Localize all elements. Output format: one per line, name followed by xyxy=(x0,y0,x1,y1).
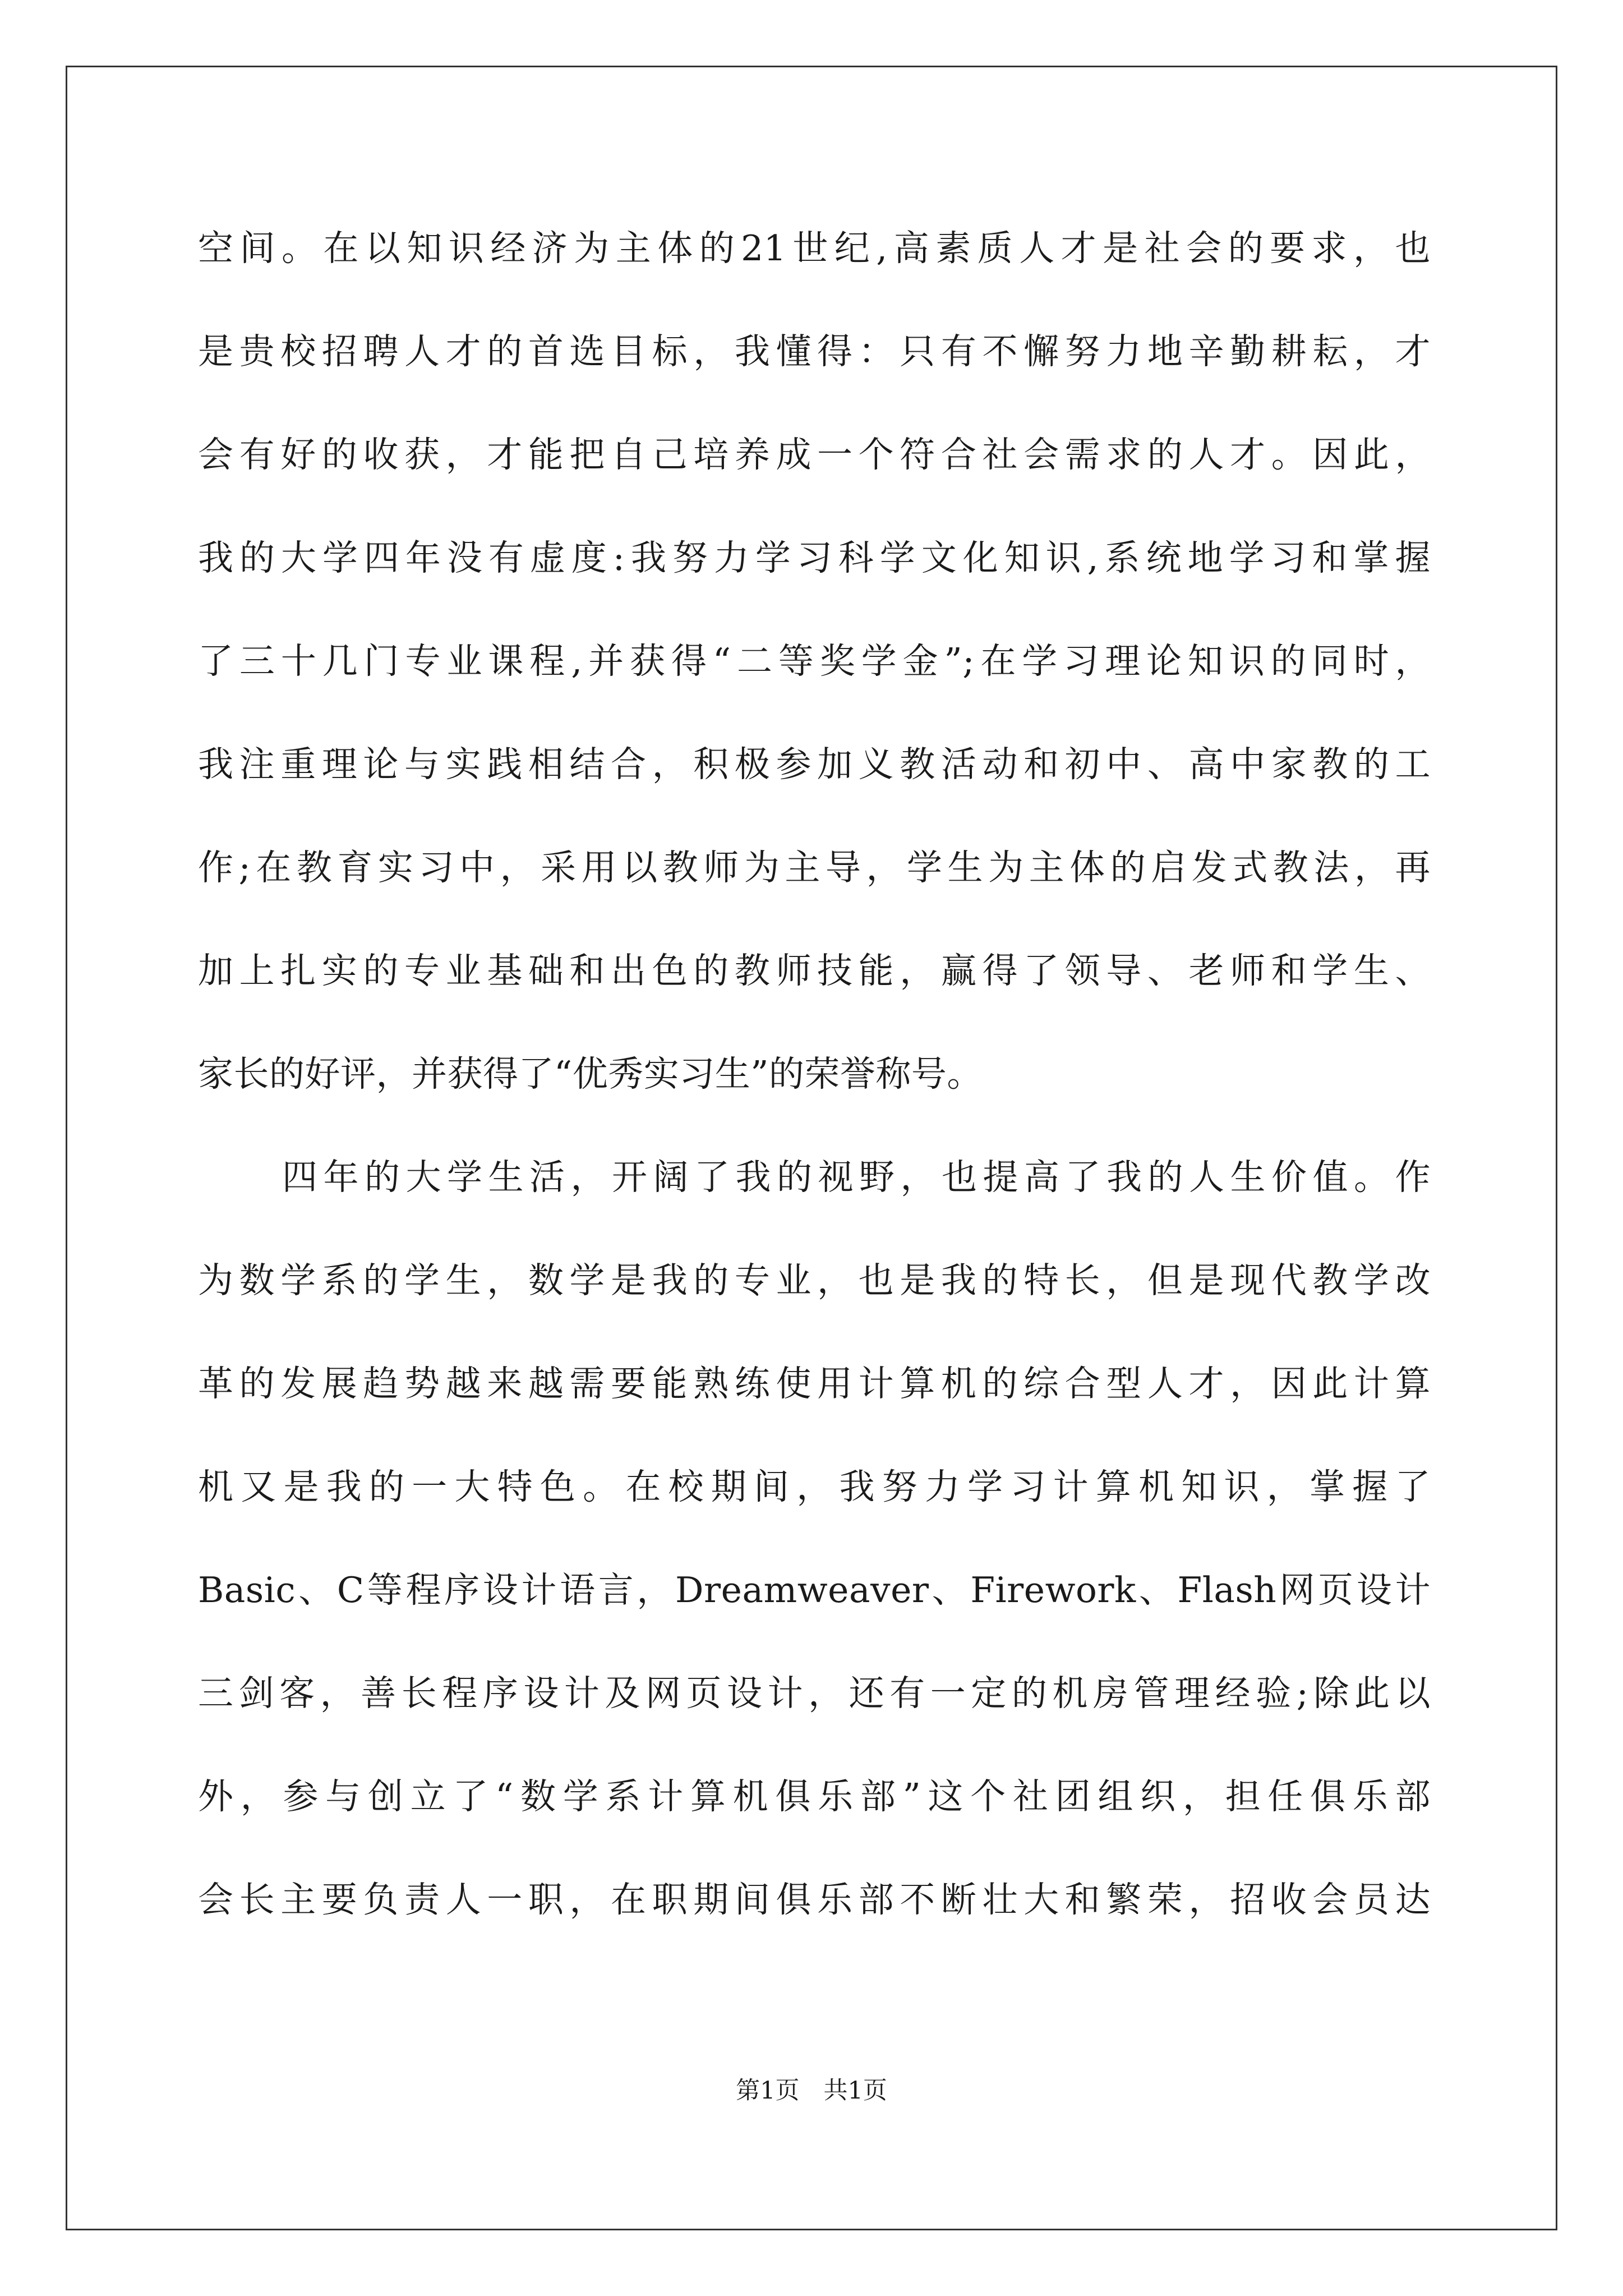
text-line: 空间。在以知识经济为主体的21世纪,高素质人才是社会的要求，也 xyxy=(198,228,1431,269)
text-line: Basic、C等程序设计语言，Dreamweaver、Firework、Flash网页设计 xyxy=(198,1570,1431,1611)
text-line: 了三十几门专业课程,并获得“二等奖学金”;在学习理论知识的同时， xyxy=(198,641,1431,682)
paragraph-start-line: 四年的大学生活，开阔了我的视野，也提高了我的人生价值。作 xyxy=(282,1157,1431,1198)
text-line: 会有好的收获，才能把自己培养成一个符合社会需求的人才。因此， xyxy=(198,434,1431,475)
text-line: 三剑客，善长程序设计及网页设计，还有一定的机房管理经验;除此以 xyxy=(198,1673,1431,1714)
text-line: 我注重理论与实践相结合，积极参加义教活动和初中、高中家教的工 xyxy=(198,744,1431,785)
text-line: 会长主要负责人一职，在职期间俱乐部不断壮大和繁荣，招收会员达 xyxy=(198,1879,1431,1920)
paragraph-end-line: 家长的好评，并获得了“优秀实习生”的荣誉称号。 xyxy=(198,1053,983,1094)
text-line: 外，参与创立了“数学系计算机俱乐部”这个社团组织，担任俱乐部 xyxy=(198,1776,1431,1817)
text-line: 作;在教育实习中，采用以教师为主导，学生为主体的启发式教法，再 xyxy=(198,847,1431,888)
text-line: 我的大学四年没有虚度:我努力学习科学文化知识,系统地学习和掌握 xyxy=(198,537,1431,578)
text-line: 是贵校招聘人才的首选目标，我懂得：只有不懈努力地辛勤耕耘，才 xyxy=(198,331,1431,372)
text-line: 加上扎实的专业基础和出色的教师技能，赢得了领导、老师和学生、 xyxy=(198,950,1431,991)
text-line: 机又是我的一大特色。在校期间，我努力学习计算机知识，掌握了 xyxy=(198,1466,1431,1507)
page-number-footer: 第1页 共1页 xyxy=(736,2077,887,2105)
text-line: 革的发展趋势越来越需要能熟练使用计算机的综合型人才，因此计算 xyxy=(198,1363,1431,1404)
text-line: 为数学系的学生，数学是我的专业，也是我的特长，但是现代教学改 xyxy=(198,1260,1431,1301)
document-body xyxy=(198,218,1431,1972)
